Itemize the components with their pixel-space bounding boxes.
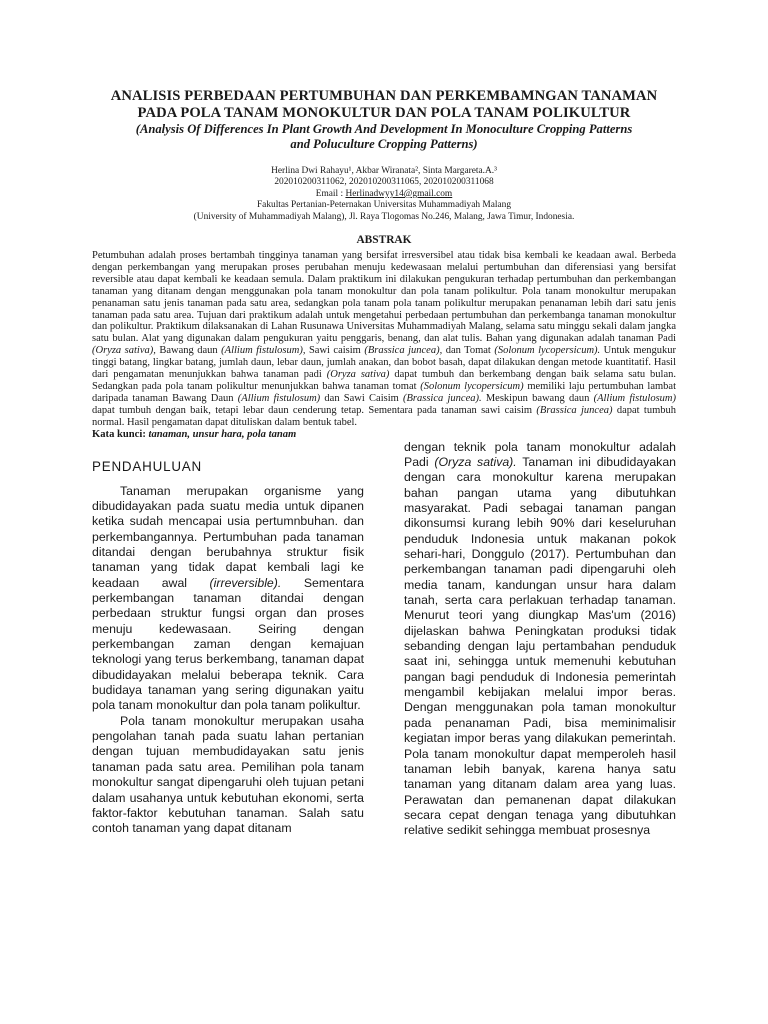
latin-name: (Oryza sativa) <box>326 369 390 381</box>
abstract-text: dapat tumbuh dengan baik, tetapi lebar daun cenderung tetap. Sementara pada tanaman sawi caisim <box>92 404 537 416</box>
title-line: PADA POLA TANAM MONOKULTUR DAN POLA TANAM POLIKULTUR <box>137 105 631 121</box>
paragraph-text: Tanaman ini dibudidayakan dengan cara monokultur karena merupakan bahan pangan utama yang dibutuhkan masyarakat. Padi sebagai tanaman pangan dikonsumsi kurang lebih 90% dari keseluruhan penduduk Indonesia untuk makanan pokok sehari-hari, Donggulo (2017). Pertumbuhan dan perkembangan tanaman padi dipengaruhi oleh media tanam, kandungan unsur hara dalam tanah, serta cara perlakuan terhadap tanaman. Menurut teori yang diungkap Mas'um (2016) dijelaskan bahwa Peningkatan produksi tidak sebanding dengan laju pertambahan penduduk saat ini, sehingga untuk memenuhi kebutuhan pangan bagi penduduk di Indonesia pemerintah mengambil kebijakan melalui impor beras. Dengan menggunakan pola taman monokultur pada penanaman Padi, bisa meminimalisir kegiatan impor beras yang dilakukan pemerintah. Pola tanam monokultur dapat memperoleh hasil tanaman lebih banyak, karena hanya satu tanaman yang ditanam dalam area yang luas. Perawatan dan pemanenan dapat dilakukan secara cepat dengan tenaga yang dibutuhkan relative sedikit sehingga membuat prosesnya <box>404 454 676 838</box>
abstract-body <box>92 250 676 429</box>
paper-title <box>92 88 676 122</box>
latin-name: (Allium fistulosum) <box>593 392 676 404</box>
abstract-text: dan Sawi Caisim <box>320 392 404 404</box>
latin-name: (Solonum lycopersicum). <box>494 345 601 357</box>
latin-name: (Brassica juncea) <box>536 404 613 416</box>
section-heading-introduction: PENDAHULUAN <box>92 458 202 474</box>
abstract-heading: ABSTRAK <box>356 234 412 247</box>
email-label: Email : <box>315 188 346 199</box>
abstract-text: dapat tumbuh dan berkembang dengan baik selama satu bulan. Sedangkan pada pola tanam polikultur menunjukkan bahwa tanaman tomat <box>92 369 676 392</box>
keywords-label: Kata kunci: <box>92 428 149 440</box>
author-block <box>92 166 676 223</box>
intro-paragraph <box>92 484 364 714</box>
email-link[interactable]: Herlinadwyy14@gmail.com <box>345 188 453 199</box>
title-en-line: (Analysis Of Differences In Plant Growth And Development In Monoculture Cropping Patterns <box>135 122 633 136</box>
paragraph-text: Sementara perkembangan tanaman ditandai dengan perbedaan struktur fungsi organ dan proses menuju kedewasaan. Seiring dengan perkembangan zaman dengan kemajuan teknologi yang terus berkembang, tanaman dapat dibudidayakan melalui beberapa teknik. Cara budidaya tanaman yang sering digunakan yaitu pola tanam monokultur dan pola tanam polikultur. <box>92 575 364 713</box>
intro-paragraph <box>404 440 676 839</box>
title-line: ANALISIS PERBEDAAN PERTUMBUHAN DAN PERKEMBAMNGAN TANAMAN <box>110 88 658 104</box>
left-column <box>92 452 364 839</box>
author-email-line <box>92 189 676 200</box>
abstract-text: Petumbuhan adalah proses bertambah tingginya tanaman yang bersifat irresversibel atau tidak bisa kembali ke keadaan awal. Berbeda dengan perkembangan yang merupakan proses perubahan menuju kedewasaan melalui pertumbuhan dan diferensiasi yang bersifat reversible atau dapat kembali ke keadaan semula. Dalam praktikum ini dilakukan pengukuran terhadap pertumbuhan dan perkembangan tanaman yang ditanam dengan menggunakan pola tanam monokultur dan pola tanam polikultur. Pola tanam monokultur merupakan penanaman satu jenis tanaman pada satu area, sedangkan pola tanam pola tanam polikultur merupakan penanaman lebih dari satu jenis tanaman pada satu area. Tujuan dari praktikum adalah untuk mengetahui perbedaan pertumbuhan dan perkembanga tanaman monokultur dan polikultur. Praktikum dilaksanakan di Lahan Rusunawa Universitas Muhammadiyah Malang, selama satu minggu sekali dalam jangka satu bulan. Alat yang digunakan dalam pengukuran yaitu penggaris, benang, dan alat tulis. Bahan yang digunakan adalah tanaman Padi <box>92 250 676 345</box>
latin-name: (Allium fistulosum) <box>237 392 321 404</box>
right-column <box>404 440 676 839</box>
latin-name: (Allium fistulosum), <box>221 345 306 357</box>
paragraph-text: Tanaman merupakan organisme yang dibudidayakan pada suatu media untuk dipanen ketika sudah mencapai usia pertumnbuhan. dan perkembangannya. Pertumbuhan pada tanaman ditandai dengan berubahnya struktur fisik tanaman yang tidak dapat kembali lagi ke keadaan awal <box>92 483 364 590</box>
keywords-value: tanaman, unsur hara, pola tanam <box>148 428 297 440</box>
abstract-text: Sawi caisim <box>305 345 365 357</box>
paper-title-english <box>92 122 676 152</box>
abstract-text: Meskipun bawang daun <box>481 392 594 404</box>
latin-name: (Solonum lycopersicum) <box>420 381 524 392</box>
faculty: Fakultas Pertanian-Peternakan Universitas Muhammadiyah Malang <box>256 200 512 211</box>
abstract-text: Untuk mengukur tinggi batang, lingkar batang, jumlah daun, lebar daun, jumlah anakan, dan bobot basah, dapat dilakukan dengan metode kuantitatif. Hasil dari pengamatan menunjukkan bahwa tanaman padi <box>92 345 676 381</box>
abstract-text: memiliki laju pertumbuhan lambat daripada tanaman Bawang Daun <box>92 381 677 404</box>
abstract-text: dan Tomat <box>442 345 495 357</box>
title-en-line: and Poluculture Cropping Patterns) <box>290 137 478 151</box>
latin-name: (Oryza sativa), <box>92 345 156 357</box>
author-names: Herlina Dwi Rahayu¹, Akbar Wiranata², Sinta Margareta.A.³ <box>271 166 497 176</box>
latin-name: (Brassica juncea). <box>403 392 482 404</box>
paragraph-text: dengan teknik pola tanam monokultur adalah Padi <box>404 439 676 469</box>
italic-term: (irreversible). <box>209 575 282 590</box>
body-columns <box>92 439 676 839</box>
latin-name: (Brassica juncea), <box>364 345 443 357</box>
italic-term: (Oryza sativa). <box>434 454 517 469</box>
author-ids: 202010200311062, 202010200311065, 202010200311068 <box>274 177 494 188</box>
abstract-text: dapat tumbuh normal. Hasil pengamatan dapat dituliskan dalam bentuk tabel. <box>92 404 676 428</box>
address: (University of Muhammadiyah Malang), Jl. Raya Tlogomas No.246, Malang, Jawa Timur, Indonesia. <box>193 211 575 222</box>
intro-paragraph: Pola tanam monokultur merupakan usaha pengolahan tanah pada suatu lahan pertanian dengan tujuan membudidayakan satu jenis tanaman pada satu area. Pemilihan pola tanam monokultur sangat dipengaruhi oleh tujuan petani dalam usahanya untuk kebutuhan ekonomi, serta faktor-faktor kebutuhan tanaman. Salah satu contoh tanaman yang dapat ditanam <box>92 713 364 836</box>
abstract-text: Bawang daun <box>155 345 222 357</box>
